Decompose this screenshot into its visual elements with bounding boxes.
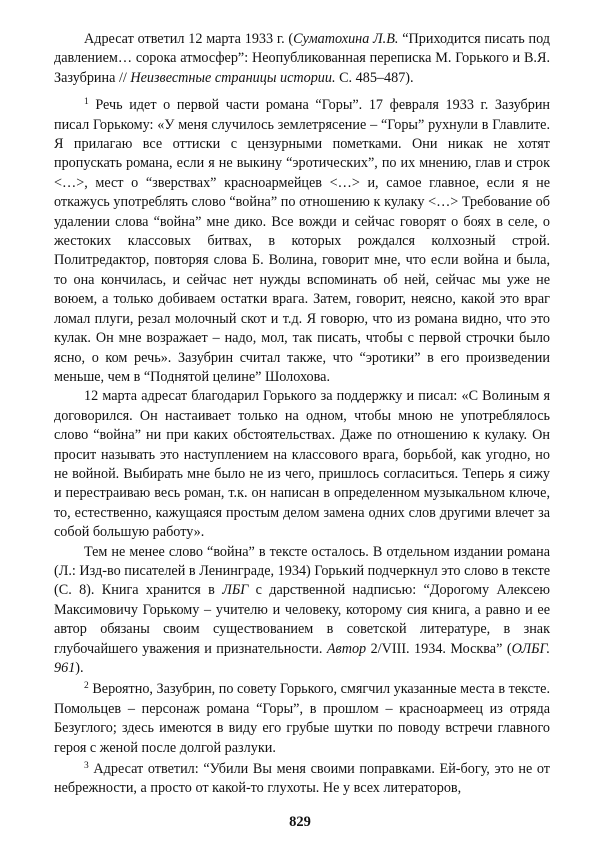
page-body — [54, 30, 550, 799]
footnote-1-inscription-paragraph — [54, 543, 550, 679]
text-run: “Приходится писать под давлением… сорока атмосфер”: Неопубликованная переписка М. Горького и В.Я. Зазубрина // — [54, 31, 550, 86]
source-title-italic: Неизвестные страницы истории. — [130, 69, 336, 86]
footnote-1 — [54, 96, 550, 387]
text-run: 2/VIII. 1934. Москва” ( — [366, 640, 512, 657]
footnote-text: Речь идет о первой части романа “Горы”. 17 февраля 1933 г. Зазубрин писал Горькому: «У меня случилось землетрясение – “Горы” рухнули в Главлите. Я прилагаю все оттиски с цензурными пометками. Они никак не хотят пропускать романа, если я не выкину “эротических”, по их мнению, глав и строк <…>, мест о “зверствах” красноармейцев <…> и, самое главное, если я не откажусь употреблять слово “война” по отношению к кулаку <…> Требование об удалении слова “война” мне дико. Все вожди и сейчас говорят о боях в селе, о жестоких классовых битвах, в которых рождался колхозный строй. Политредактор, повторяя слова Б. Волина, говорит мне, что если война и была, то она кончилась, и сейчас нет нужды вспоминать об ней, сейчас мы уже не воюем, а только добиваем остатки врага. Затем, говорит, неясно, какой это враг ломал плуги, резал молочный скот и т.д. Я говорю, что из романа видно, что это кулак. Он мне возражает – надо, мол, так писать, чтобы с первой строчки было ясно, о ком речь». Зазубрин считал также, что “эротики” в его произведении меньше, чем в “Поднятой целине” Шолохова. — [54, 97, 550, 385]
footnote-text: Адресат ответил: “Убили Вы меня своими поправками. Ей-богу, это не от небрежности, а просто от какой-то глухоты. Не у всех литераторов, — [54, 761, 550, 797]
text-run: Адресат ответил 12 марта 1933 г. ( — [84, 31, 294, 47]
footnote-2 — [54, 680, 550, 758]
signature-italic: Автор — [326, 640, 367, 657]
archive-ref-italic: ОЛБГ. 961 — [54, 640, 550, 676]
footnote-number: 2 — [84, 681, 89, 692]
archive-abbrev-italic: ЛБГ — [222, 582, 249, 599]
footnote-number: 1 — [84, 97, 89, 108]
text-run: ). — [75, 660, 84, 676]
text-run: Тем не менее слово “война” в тексте осталось. В отдельном издании романа (Л.: Изд-во писателей в Ленинграде, 1934) Горький подчеркнул это слово в тексте (С. 8). Книга хранится в — [54, 543, 550, 599]
footnote-number: 3 — [84, 761, 89, 772]
text-run: С. 485–487). — [335, 69, 414, 86]
footnote-text: Вероятно, Зазубрин, по совету Горького, смягчил указанные места в тексте. Помольцев – персонаж романа “Горы”, в прошлом – красноармеец из отряда Безуглого; здесь имеются в виду его грубые шутки по поводу встречи главного героя с женой после долгой разлуки. — [54, 681, 550, 756]
author-name-italic: Суматохина Л.В. — [293, 31, 399, 47]
footnote-1-continuation: 12 марта адресат благодарил Горького за поддержку и писал: «С Волиным я договорился. Он настаивает только на одном, чтобы мною не употреблялось слово “война” ни при каких обстоятельствах. Даже по отношению к кулаку. Он просит называть это наступлением на классового врага, борьбой, как угодно, но не войной. Выбирать мне было не из чего, пришлось согласиться. Теперь я сижу и перестраиваю весь роман, т.к. он написан в определенном музыкальном ключе, то, естественно, кажущаяся простым делом замена одних слов другими влечет за собой большую работу». — [54, 388, 550, 541]
letter-reply-paragraph — [54, 30, 550, 88]
page-number: 829 — [289, 814, 311, 830]
footnote-3 — [54, 760, 550, 799]
text-run: с дарственной надписью: “Дорогому Алексею Максимовичу Горькому – учителю и человеку, которому сия книга, а равно и ее автор обязаны своим существованием в советской литературе, в знак глубочайшего уважения и признательности. — [54, 582, 550, 657]
